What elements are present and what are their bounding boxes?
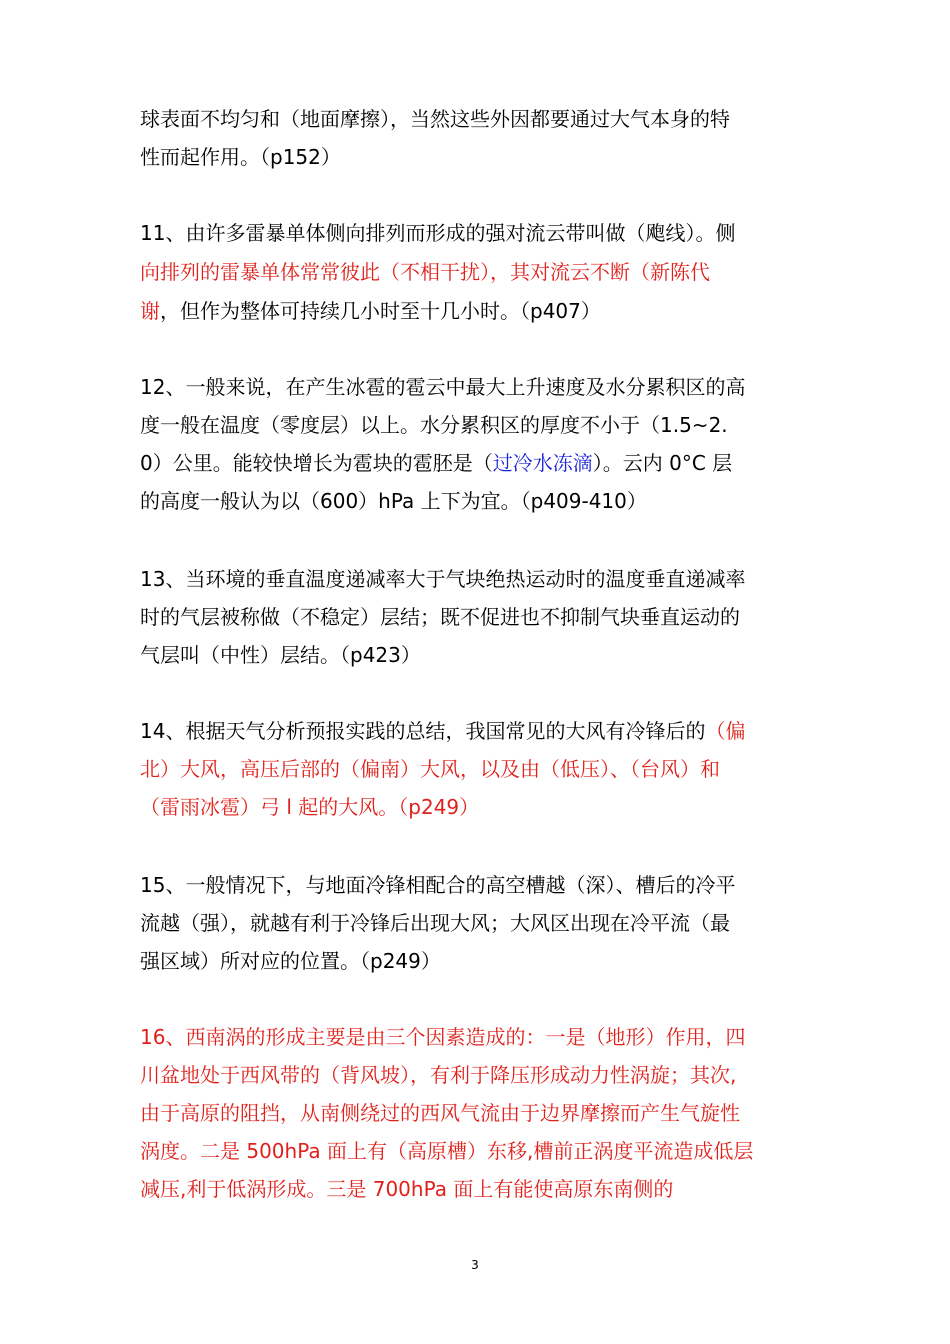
item-16-line-5: 减压,利于低涡形成。三是 700hPa 面上有能使高原东南侧的 bbox=[140, 1177, 674, 1201]
item-16-line-4: 涡度。二是 500hPa 面上有（高原槽）东移,槽前正涡度平流造成低层 bbox=[140, 1139, 754, 1163]
item-13-line-3: 气层叫（中性）层结。（p423） bbox=[140, 643, 421, 667]
page-number: 3 bbox=[471, 1258, 479, 1272]
item-12-line-3 bbox=[140, 444, 830, 482]
item-14-line-2: 北）大风，高压后部的（偏南）大风，以及由（低压）、（台风）和 bbox=[140, 757, 720, 781]
item-13-line-2: 时的气层被称做（不稳定）层结；既不促进也不抑制气块垂直运动的 bbox=[140, 605, 740, 629]
item-16-line-1: 16、西南涡的形成主要是由三个因素造成的：一是（地形）作用，四 bbox=[140, 1025, 746, 1049]
paragraph-cont-line-2: 性而起作用。（p152） bbox=[140, 145, 341, 169]
item-12-blue-text: 过冷水冻滴 bbox=[492, 451, 593, 475]
item-14-red-text: （偏 bbox=[705, 719, 746, 743]
item-11-line-3 bbox=[140, 292, 830, 330]
item-12-line-4: 的高度一般认为以（600）hPa 上下为宜。（p409-410） bbox=[140, 489, 647, 513]
item-12-line-1: 12、一般来说，在产生冰雹的雹云中最大上升速度及水分累积区的高 bbox=[140, 375, 746, 399]
item-14-line-1 bbox=[140, 712, 830, 750]
item-12-line-3-start: 0）公里。能较快增长为雹块的雹胚是（ bbox=[140, 451, 493, 475]
item-15-line-1: 15、一般情况下，与地面冷锋相配合的高空槽越（深）、槽后的冷平 bbox=[140, 873, 736, 897]
item-12-line-2: 度一般在温度（零度层）以上。水分累积区的厚度不小于（1.5~2. bbox=[140, 413, 728, 437]
item-12-line-3-end: ）。云内 0°C 层 bbox=[592, 451, 733, 475]
item-11-black-text: ，但作为整体可持续几小时至十几小时。（p407） bbox=[160, 299, 601, 323]
item-13-line-1: 13、当环境的垂直温度递减率大于气块绝热运动时的温度垂直递减率 bbox=[140, 567, 746, 591]
item-15-line-3: 强区域）所对应的位置。（p249） bbox=[140, 949, 441, 973]
item-16-line-3: 由于高原的阻挡，从南侧绕过的西风气流由于边界摩擦而产生气旋性 bbox=[140, 1101, 740, 1125]
paragraph-cont-line-1: 球表面不均匀和（地面摩擦），当然这些外因都要通过大气本身的特 bbox=[140, 107, 730, 131]
item-15-line-2: 流越（强），就越有利于冷锋后出现大风；大风区出现在冷平流（最 bbox=[140, 911, 730, 935]
item-11-line-2: 向排列的雷暴单体常常彼此（不相干扰），其对流云不断（新陈代 bbox=[140, 260, 710, 284]
item-11-line-1: 11、由许多雷暴单体侧向排列而形成的强对流云带叫做（飑线）。侧 bbox=[140, 221, 736, 245]
item-14-black-text: 14、根据天气分析预报实践的总结，我国常见的大风有冷锋后的 bbox=[140, 719, 706, 743]
item-11-red-text: 谢 bbox=[140, 299, 160, 323]
item-14-line-3: （雷雨冰雹）弓 l 起的大风。（p249） bbox=[140, 795, 480, 819]
item-16-line-2: 川盆地处于西风带的（背风坡），有利于降压形成动力性涡旋；其次, bbox=[140, 1063, 737, 1087]
